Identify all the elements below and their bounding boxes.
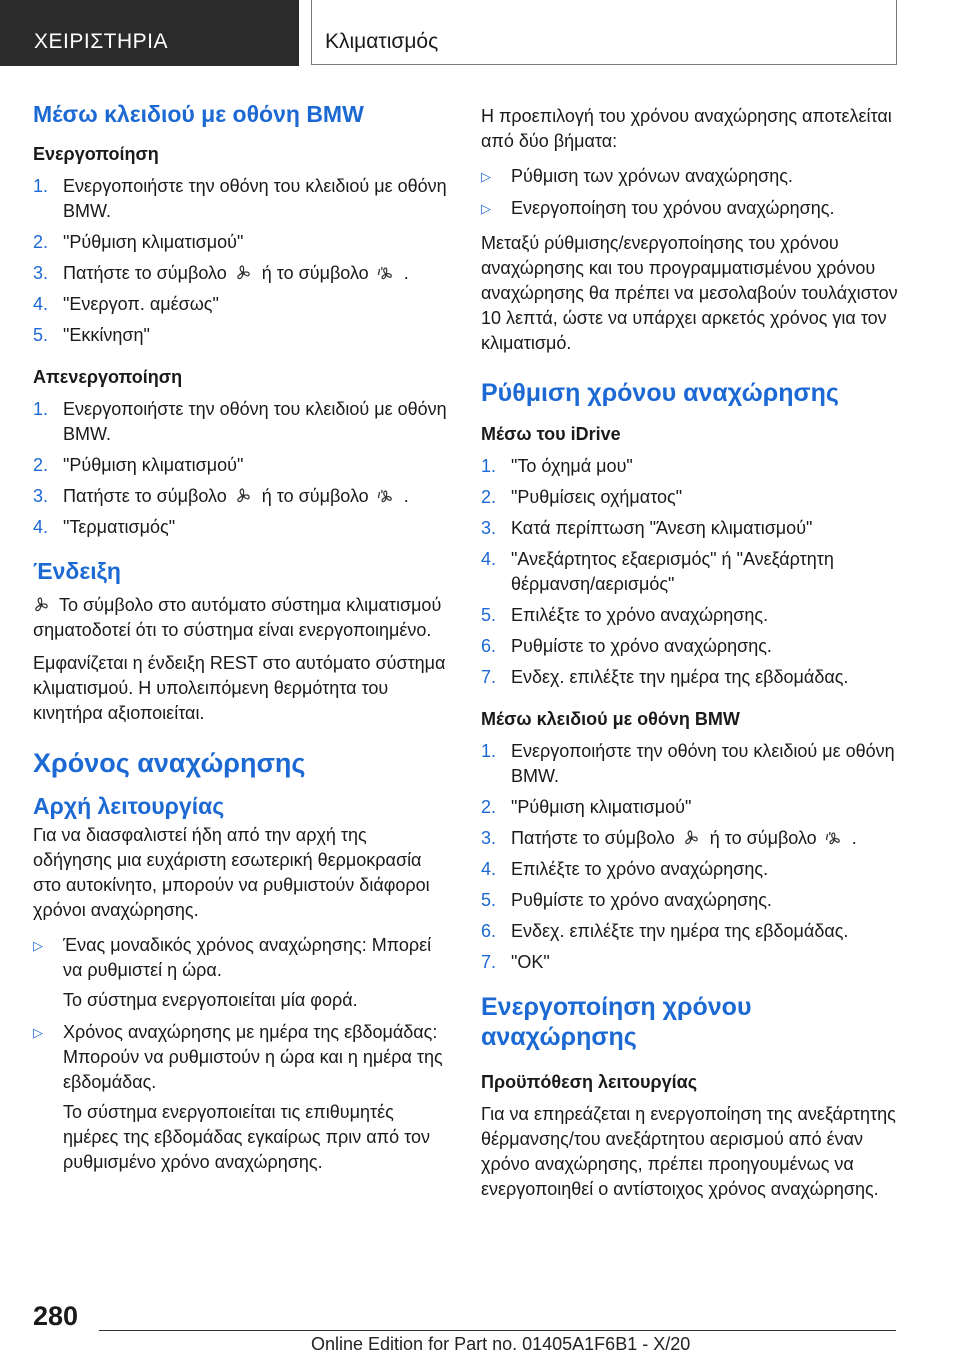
list-item: 7. "OK": [481, 952, 550, 972]
list-item: 7. Ενδεχ. επιλέξτε την ημέρα της εβδομάδας.: [481, 667, 849, 687]
right-column: [481, 104, 901, 1210]
fan-icon: [33, 597, 49, 613]
deactivation-subheading: Απενεργοποίηση: [33, 367, 183, 387]
list-item: 2. "Ρύθμιση κλιματισμού": [33, 232, 244, 252]
list-item: 4. "Τερματισμός": [33, 517, 176, 537]
activation-steps: [33, 174, 448, 348]
header-section-title: ΧΕΙΡΙΣΤΗΡΙΑ: [34, 30, 169, 53]
deactivation-steps: [33, 397, 448, 540]
header-section-tab: [0, 0, 299, 66]
principle-text: Για να διασφαλιστεί ήδη από την αρχή της οδήγησης μια ευχάριστη εσωτερική θερμοκρασία στο αυτοκίνητο, μπορούν να ρυθμιστούν διάφοροι χρόνοι αναχώρησης.: [33, 825, 430, 920]
idrive-steps: [481, 454, 901, 690]
list-item: 5. Επιλέξτε το χρόνο αναχώρησης.: [481, 605, 769, 625]
list-item: 3. Πατήστε το σύμβολο ή το σύμβολο .: [481, 828, 857, 848]
header-chapter-title: Κλιματισμός: [325, 30, 439, 53]
list-item: 1. Ενεργοποιήστε την οθόνη του κλειδιού με οθόνη BMW.: [33, 176, 447, 221]
indication-heading: Ένδειξη: [33, 558, 121, 584]
list-item: ▷ Ρύθμιση των χρόνων αναχώρησης.: [481, 164, 901, 189]
list-item: ▷ Χρόνος αναχώρησης με ημέρα της εβδομάδας: Μπορούν να ρυθμιστούν η ώρα και η ημέρα της εβδομάδας. Το σύστημα ενεργοποιείται τις επιθυμητές ημέρες της εβδομάδας εγκαίρως πριν από τον ρυθμισμένο χρόνο αναχώρησης.: [33, 1022, 443, 1172]
intro-text: Η προεπιλογή του χρόνου αναχώρησης αποτελείται από δύο βήματα:: [481, 106, 892, 151]
list-item: 2. "Ρύθμιση κλιματισμού": [33, 455, 244, 475]
list-item: 1. Ενεργοποιήστε την οθόνη του κλειδιού με οθόνη BMW.: [33, 399, 447, 444]
list-item: 4. "Ενεργοπ. αμέσως": [33, 294, 219, 314]
list-item: 3. Κατά περίπτωση "Άνεση κλιματισμού": [481, 518, 813, 538]
departure-heading: Χρόνος αναχώρησης: [33, 748, 306, 778]
list-item: 6. Ρυθμίστε το χρόνο αναχώρησης.: [481, 636, 772, 656]
heated-fan-icon: [377, 265, 393, 281]
triangle-bullet-icon: ▷: [33, 1025, 43, 1040]
list-item: 3. Πατήστε το σύμβολο ή το σύμβολο .: [33, 486, 409, 506]
indication-text-2: Εμφανίζεται η ένδειξη REST στο αυτόματο σύστημα κλιματισμού. Η υπολειπόμενη θερμότητα του κινητήρα αξιοποιείται.: [33, 653, 446, 723]
list-item: 5. Ρυθμίστε το χρόνο αναχώρησης.: [481, 890, 772, 910]
key-display-heading: Μέσω κλειδιού με οθόνη BMW: [33, 101, 364, 127]
key-display-steps: [481, 739, 901, 975]
intro-note: Μεταξύ ρύθμισης/ενεργοποίησης του χρόνου αναχώρησης και του προγραμματισμένου χρόνου αναχώρησης θα πρέπει να μεσολαβούν τουλάχιστον 10 λεπτά, ώστε να υπάρχει αρκετός χρόνος για τον κλιματισμό.: [481, 233, 898, 353]
fan-icon: [235, 265, 251, 281]
edition-footer: Online Edition for Part no. 01405A1F6B1 - X/20: [311, 1334, 691, 1354]
header-chapter-box: [311, 0, 897, 65]
departure-bullets: [33, 933, 448, 1175]
list-item: 3. Πατήστε το σύμβολο ή το σύμβολο .: [33, 263, 409, 283]
triangle-bullet-icon: ▷: [33, 938, 43, 953]
fan-icon: [683, 830, 699, 846]
activation-heading: Ενεργοποίηση χρόνου αναχώρησης: [481, 993, 752, 1051]
prerequisite-text: Για να επηρεάζεται η ενεργοποίηση της ανεξάρτητης θέρμανσης/του ανεξάρτητου αερισμού από έναν χρόνο αναχώρησης, πρέπει προηγουμένως να ενεργοποιηθεί ο αντίστοιχος χρόνος αναχώρησης.: [481, 1104, 896, 1199]
indication-text-1: Το σύμβολο στο αυτόματο σύστημα κλιματισμού σηματοδοτεί ότι το σύστημα είναι ενεργοποιημένο.: [33, 595, 442, 640]
prerequisite-subheading: Προϋπόθεση λειτουργίας: [481, 1072, 698, 1092]
list-item: 4. "Ανεξάρτητος εξαερισμός" ή "Ανεξάρτητη θέρμανση/αερισμός": [481, 549, 834, 594]
list-item: 2. "Ρυθμίσεις οχήματος": [481, 487, 683, 507]
setting-heading: Ρύθμιση χρόνου αναχώρησης: [481, 379, 839, 407]
list-item: 5. "Εκκίνηση": [33, 325, 150, 345]
list-item: 1. Ενεργοποιήστε την οθόνη του κλειδιού με οθόνη BMW.: [481, 741, 895, 786]
triangle-bullet-icon: ▷: [481, 169, 491, 184]
list-item: 6. Ενδεχ. επιλέξτε την ημέρα της εβδομάδας.: [481, 921, 849, 941]
activation-subheading: Ενεργοποίηση: [33, 144, 159, 164]
list-item: ▷ Ένας μοναδικός χρόνος αναχώρησης: Μπορεί να ρυθμιστεί η ώρα. Το σύστημα ενεργοποιείται μία φορά.: [33, 935, 432, 1010]
footer-divider: [99, 1330, 896, 1331]
triangle-bullet-icon: ▷: [481, 201, 491, 216]
list-item: 4. Επιλέξτε το χρόνο αναχώρησης.: [481, 859, 769, 879]
left-column: [33, 100, 448, 1185]
idrive-subheading: Μέσω του iDrive: [481, 424, 621, 444]
heated-fan-icon: [825, 830, 841, 846]
page-number: 280: [33, 1301, 79, 1331]
key-display-subheading: Μέσω κλειδιού με οθόνη BMW: [481, 709, 740, 729]
fan-icon: [235, 488, 251, 504]
heated-fan-icon: [377, 488, 393, 504]
intro-bullets: [481, 164, 901, 221]
principle-heading: Αρχή λειτουργίας: [33, 793, 225, 819]
list-item: 2. "Ρύθμιση κλιματισμού": [481, 797, 692, 817]
list-item: ▷ Ενεργοποίηση του χρόνου αναχώρησης.: [481, 196, 901, 221]
list-item: 1. "Το όχημά μου": [481, 456, 633, 476]
